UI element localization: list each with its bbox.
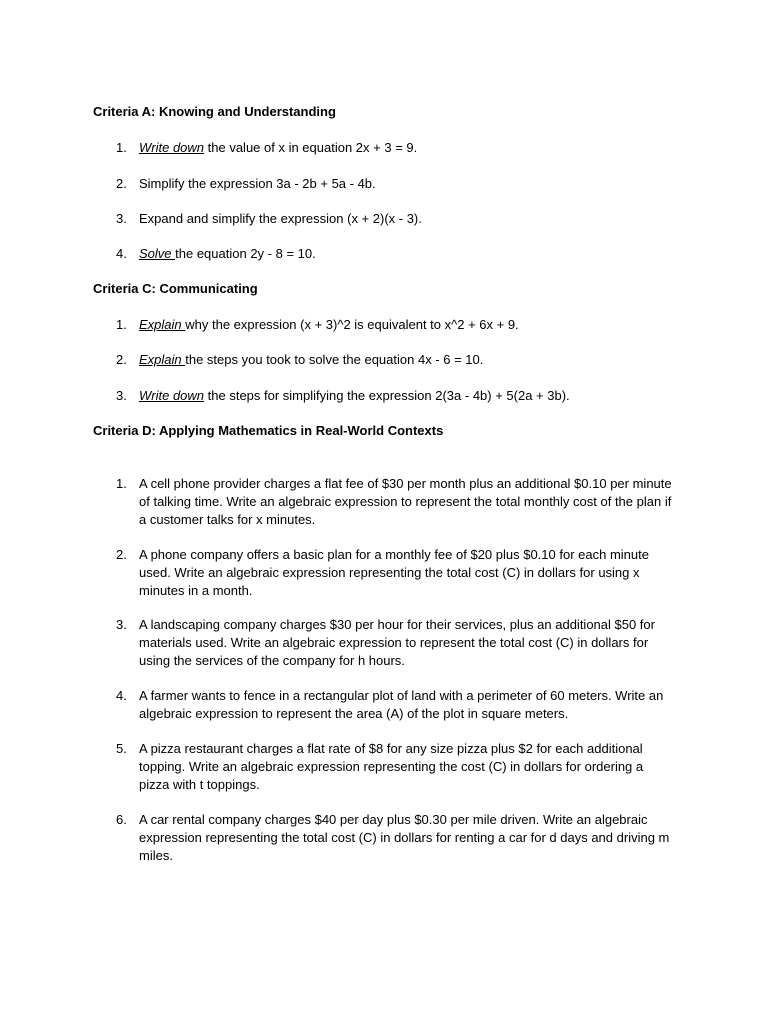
item-text: A pizza restaurant charges a flat rate of $8 for any size pizza plus $2 for each additional topping. Write an algebraic expression representing the cost (C) in dollars for ordering a pizza with t toppings.	[139, 741, 644, 792]
item-text-rest: the steps for simplifying the expression 2(3a - 4b) + 5(2a + 3b).	[204, 388, 570, 403]
command-term: Write down	[139, 388, 205, 403]
list-item	[116, 475, 676, 529]
item-text: A phone company offers a basic plan for a monthly fee of $20 plus $0.10 for each minute used. Write an algebraic expression representing the total cost (C) in dollars for using x minutes in a month.	[139, 547, 649, 598]
command-term: Solve	[139, 246, 176, 261]
item-text: A cell phone provider charges a flat fee of $30 per month plus an additional $0.10 per minute of talking time. Write an algebraic expression to represent the total monthly cost of the plan if a customer talks for x minutes.	[139, 476, 672, 527]
item-number: 2.	[116, 352, 127, 367]
item-number: 2.	[116, 547, 127, 562]
item-number: 3.	[116, 388, 127, 403]
item-text	[139, 245, 676, 263]
list-item	[116, 546, 676, 600]
item-text: A farmer wants to fence in a rectangular plot of land with a perimeter of 60 meters. Write an algebraic expression to represent the area (A) of the plot in square meters.	[139, 688, 664, 721]
item-number: 1.	[116, 317, 127, 332]
section-heading-a: Criteria A: Knowing and Understanding	[93, 104, 336, 119]
item-number: 4.	[116, 246, 127, 261]
item-text	[139, 139, 676, 157]
list-item	[116, 616, 676, 670]
list-item	[116, 139, 676, 157]
item-text-rest: the equation 2y - 8 = 10.	[175, 246, 316, 261]
section-heading-d: Criteria D: Applying Mathematics in Real-World Contexts	[93, 423, 444, 438]
item-number: 3.	[116, 617, 127, 632]
item-text: Simplify the expression 3a - 2b + 5a - 4b.	[139, 176, 376, 191]
list-item	[116, 210, 676, 228]
section-heading-c: Criteria C: Communicating	[93, 281, 258, 296]
item-text	[139, 351, 676, 369]
command-term: Explain	[139, 352, 186, 367]
item-text: Expand and simplify the expression (x + 2)(x - 3).	[139, 211, 422, 226]
command-term: Explain	[139, 317, 186, 332]
item-number: 1.	[116, 140, 127, 155]
list-item	[116, 245, 676, 263]
list-item	[116, 316, 676, 334]
list-item	[116, 175, 676, 193]
item-number: 1.	[116, 476, 127, 491]
item-text: A car rental company charges $40 per day plus $0.30 per mile driven. Write an algebraic expression representing the total cost (C) in dollars for renting a car for d days and driving m miles.	[139, 812, 670, 863]
item-text-rest: the steps you took to solve the equation 4x - 6 = 10.	[185, 352, 484, 367]
list-item	[116, 687, 676, 723]
item-number: 5.	[116, 741, 127, 756]
item-text-rest: the value of x in equation 2x + 3 = 9.	[204, 140, 418, 155]
item-number: 3.	[116, 211, 127, 226]
list-item	[116, 811, 676, 865]
list-item	[116, 740, 676, 794]
command-term: Write down	[139, 140, 205, 155]
item-number: 2.	[116, 176, 127, 191]
item-text-rest: why the expression (x + 3)^2 is equivalent to x^2 + 6x + 9.	[185, 317, 519, 332]
item-text: A landscaping company charges $30 per hour for their services, plus an additional $50 for materials used. Write an algebraic expression to represent the total cost (C) in dollars for using the services of the company for h hours.	[139, 617, 655, 668]
item-number: 6.	[116, 812, 127, 827]
list-item	[116, 351, 676, 369]
item-text	[139, 316, 676, 334]
item-text	[139, 387, 676, 405]
item-number: 4.	[116, 688, 127, 703]
list-item	[116, 387, 676, 405]
